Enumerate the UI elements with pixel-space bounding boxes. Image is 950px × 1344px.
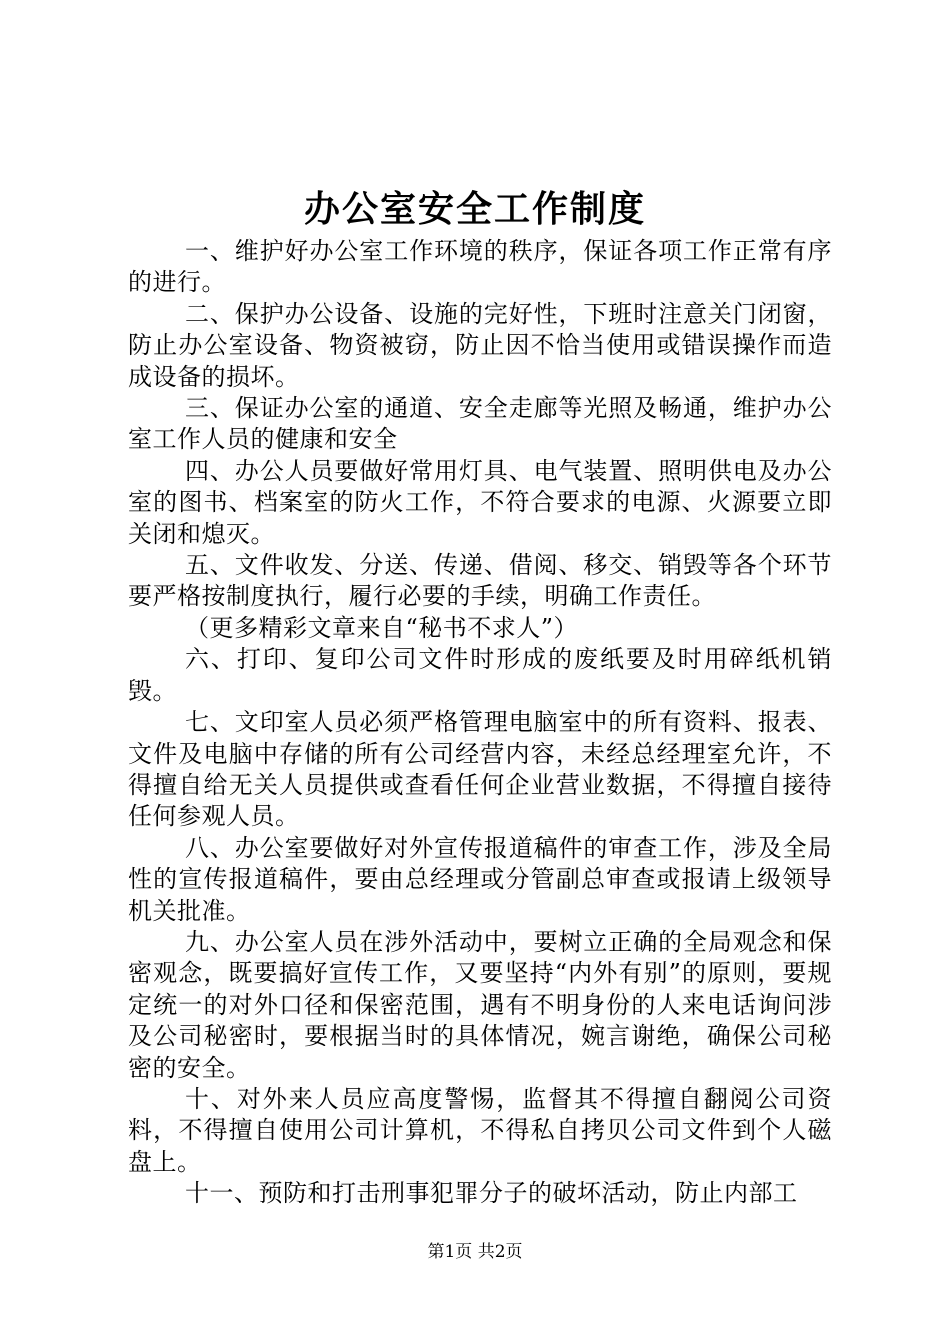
paragraph-7: 七、文印室人员必须严格管理电脑室中的所有资料、报表、文件及电脑中存储的所有公司经营内容，未经总经理室允许，不得擅自给无关人员提供或查看任何企业营业数据，不得擅自接待任何参观人员。: [128, 708, 832, 831]
paragraph-5: 五、文件收发、分送、传递、借阅、移交、销毁等各个环节要严格按制度执行，履行必要的手续，明确工作责任。: [128, 551, 832, 611]
paragraph-6: 六、打印、复印公司文件时形成的废纸要及时用碎纸机销毁。: [128, 645, 832, 705]
paragraph-3: 三、保证办公室的通道、安全走廊等光照及畅通，维护办公室工作人员的健康和安全: [128, 394, 832, 454]
document-title: 办公室安全工作制度: [303, 188, 646, 230]
paragraph-2: 二、保护办公设备、设施的完好性，下班时注意关门闭窗，防止办公室设备、物资被窃，防止因不恰当使用或错误操作而造成设备的损坏。: [128, 299, 832, 391]
source-note: （更多精彩文章来自“秘书不求人”）: [185, 613, 579, 642]
page-number-footer: 第1页 共2页: [427, 1242, 523, 1262]
paragraph-10: 十、对外来人员应高度警惕，监督其不得擅自翻阅公司资料，不得擅自使用公司计算机，不得私自拷贝公司文件到个人磁盘上。: [128, 1084, 832, 1176]
paragraph-8: 八、办公室要做好对外宣传报道稿件的审查工作，涉及全局性的宣传报道稿件，要由总经理或分管副总审查或报请上级领导机关批准。: [128, 833, 832, 925]
paragraph-1: 一、维护好办公室工作环境的秩序，保证各项工作正常有序的进行。: [128, 237, 832, 297]
paragraph-11: 十一、预防和打击刑事犯罪分子的破坏活动，防止内部工: [185, 1179, 798, 1208]
document-body: [128, 236, 832, 1210]
paragraph-4: 四、办公人员要做好常用灯具、电气装置、照明供电及办公室的图书、档案室的防火工作，不符合要求的电源、火源要立即关闭和熄灭。: [128, 456, 832, 548]
paragraph-9: 九、办公室人员在涉外活动中，要树立正确的全局观念和保密观念，既要搞好宣传工作，又要坚持“内外有别”的原则，要规定统一的对外口径和保密范围，遇有不明身份的人来电话询问涉及公司秘密时，要根据当时的具体情况，婉言谢绝，确保公司秘密的安全。: [128, 927, 832, 1082]
